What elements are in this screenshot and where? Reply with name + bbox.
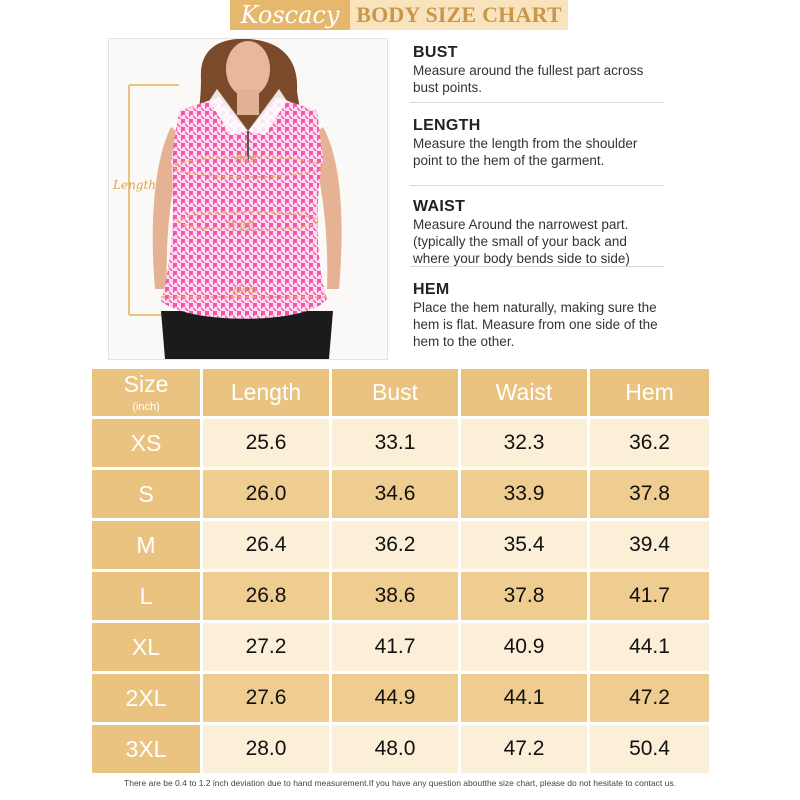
waist-cell: 37.8 (461, 572, 587, 620)
waist-header: Waist (461, 369, 587, 416)
waist-cell: 35.4 (461, 521, 587, 569)
chart-title: BODY SIZE CHART (350, 0, 568, 30)
length-text: Measure the length from the shoulder point to the hem of the garment. (413, 136, 638, 168)
bust-cell: 48.0 (332, 725, 458, 773)
size-cell: S (92, 470, 200, 518)
size-cell: 2XL (92, 674, 200, 722)
bust-label: Bust (235, 154, 258, 165)
hem-cell: 36.2 (590, 419, 709, 467)
hem-cell: 50.4 (590, 725, 709, 773)
bust-header: Bust (332, 369, 458, 416)
hem-heading: HEM (413, 281, 450, 298)
bust-cell: 38.6 (332, 572, 458, 620)
size-cell: XL (92, 623, 200, 671)
brand-logo: Koscacy (230, 0, 350, 30)
unit-label: (inch) (132, 400, 160, 413)
bust-cell: 34.6 (332, 470, 458, 518)
waist-cell: 47.2 (461, 725, 587, 773)
size-cell: M (92, 521, 200, 569)
hem-instruction (410, 267, 664, 350)
size-table (92, 369, 709, 773)
size-cell: L (92, 572, 200, 620)
size-header-label: Size (123, 370, 169, 397)
size-header (92, 369, 200, 416)
length-cell: 25.6 (203, 419, 329, 467)
waist-cell: 33.9 (461, 470, 587, 518)
size-cell: XS (92, 419, 200, 467)
waist-cell: 40.9 (461, 623, 587, 671)
length-header: Length (203, 369, 329, 416)
length-cell: 27.2 (203, 623, 329, 671)
hem-header: Hem (590, 369, 709, 416)
length-cell: 26.0 (203, 470, 329, 518)
bust-instruction (410, 44, 664, 103)
waist-instruction (410, 186, 664, 267)
bust-heading: BUST (413, 44, 458, 61)
bust-cell: 36.2 (332, 521, 458, 569)
hem-cell: 47.2 (590, 674, 709, 722)
waist-cell: 44.1 (461, 674, 587, 722)
size-cell: 3XL (92, 725, 200, 773)
length-cell: 26.4 (203, 521, 329, 569)
length-heading: LENGTH (413, 117, 481, 134)
length-cell: 27.6 (203, 674, 329, 722)
hem-text: Place the hem naturally, making sure the hem is flat. Measure from one side of the hem to the other. (413, 300, 658, 349)
hem-cell: 37.8 (590, 470, 709, 518)
hem-label: Hem (233, 285, 258, 296)
length-cell: 28.0 (203, 725, 329, 773)
hem-cell: 44.1 (590, 623, 709, 671)
bust-text: Measure around the fullest part across bust points. (413, 63, 644, 95)
header-banner (230, 0, 568, 30)
waist-heading: WAIST (413, 198, 466, 215)
length-instruction (410, 103, 664, 186)
footnote: There are be 0.4 to 1.2 inch deviation due to hand measurement.If you have any question aboutthe size chart, please do not hesitate to contact us. (124, 778, 676, 788)
waist-text: Measure Around the narrowest part. (typically the small of your back and where your body bends side to side) (413, 217, 630, 266)
length-cell: 26.8 (203, 572, 329, 620)
length-label: Length (113, 178, 157, 192)
measurement-guide (410, 44, 664, 350)
hem-cell: 41.7 (590, 572, 709, 620)
waist-cell: 32.3 (461, 419, 587, 467)
hem-cell: 39.4 (590, 521, 709, 569)
bust-cell: 41.7 (332, 623, 458, 671)
shirt-illustration (109, 39, 387, 359)
model-photo (108, 38, 388, 360)
waist-label: Waist (227, 220, 255, 231)
bust-cell: 33.1 (332, 419, 458, 467)
bust-cell: 44.9 (332, 674, 458, 722)
